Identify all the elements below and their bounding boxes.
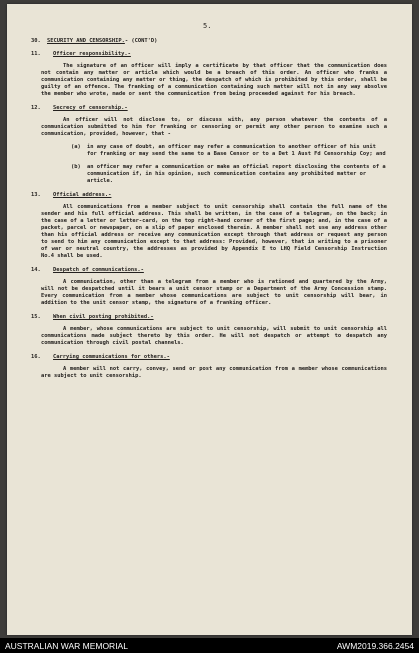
list-item-text: an officer may refer a communication or make an official report disclosing the contents of a communication if, in his opinion, such communication contains any prohibited matter or article. xyxy=(87,164,386,184)
section xyxy=(31,267,387,307)
section-heading xyxy=(31,354,387,361)
section-heading xyxy=(31,192,387,199)
list-item xyxy=(71,144,387,158)
section-number: 13. xyxy=(31,192,41,198)
section-paragraph: A member, whose communications are subject to unit censorship, will submit to unit censorship all communications made subject thereto by this order. He will not despatch or attempt to despatch any communication through civil postal channels. xyxy=(41,326,387,346)
section-number: 16. xyxy=(31,354,41,360)
section-title: Officer responsibility.- xyxy=(53,51,131,57)
section-number: 11. xyxy=(31,51,41,57)
page-number: 5. xyxy=(203,22,212,30)
section-heading xyxy=(31,105,387,112)
section xyxy=(31,314,387,347)
sub-item-list xyxy=(71,144,387,185)
section xyxy=(31,105,387,185)
list-item xyxy=(71,164,387,185)
section-paragraph: A communication, other than a telegram from a member who is rationed and quartered by the Army, will not be despatched until it bears a unit censor stamp or a Department of the Army Concession stamp. Every communication from a member whose communications are subject to unit censorship will bear, in addition to the unit censor stamp, the signature of a franking officer. xyxy=(41,279,387,306)
heading-suffix: - (CONT'D) xyxy=(124,38,158,44)
section-heading xyxy=(31,51,387,58)
document-page xyxy=(7,4,412,635)
footer-reference: AWM2019.366.2454 xyxy=(336,641,414,651)
section-title: Official address.- xyxy=(53,192,112,198)
list-item-label: (b) xyxy=(71,164,81,170)
section-number: 15. xyxy=(31,314,41,320)
section xyxy=(31,192,387,260)
section-heading xyxy=(31,314,387,321)
list-item-label: (a) xyxy=(71,144,81,150)
section-title: Secrecy of censorship.- xyxy=(53,105,128,111)
heading-title: SECURITY AND CENSORSHIP. xyxy=(47,38,125,44)
sections-list xyxy=(31,51,387,380)
section-title: Carrying communications for others.- xyxy=(53,354,170,360)
section-paragraph: The signature of an officer will imply a certificate by that officer that the communication does not contain any matter or article which would be a breach of this order. An officer who franks a communication containing any matter or thing, the despatch of which is prohibited by this order, shall be guilty of an offence. The franking of a communication containing such matter will not in any way absolve the member who wrote, made or sent the communication from being proceeded against for his breach. xyxy=(41,63,387,97)
list-item-text: in any case of doubt, an officer may refer a communication to another officer of his unit for franking or may send the same to a Base Censor or to a Det 1 Aust Fd Censorship Coy; and xyxy=(87,144,386,157)
section-title: When civil posting prohibited.- xyxy=(53,314,154,320)
main-heading xyxy=(31,38,387,45)
footer-bar xyxy=(0,638,419,653)
section-title: Despatch of communications.- xyxy=(53,267,144,273)
heading-number: 30. xyxy=(31,38,41,44)
section-heading xyxy=(31,267,387,274)
footer-institution: AUSTRALIAN WAR MEMORIAL xyxy=(5,641,128,651)
document-body xyxy=(31,38,387,387)
section-paragraph: All communications from a member subject to unit censorship shall contain the full name of the sender and his full official address. This shall be written, in the case of a telegram, on the back; in the case of a letter or letter-card, on the top right-hand corner of the first page; and, in the case of a packet, parcel or newspaper, on a slip of paper enclosed therein. A member shall not use any address other than his official address or receive any communication except through that address or request any person to send to him any communication except to that address: Provided, however, that in writing to a prisoner of war or neutral country, the addresses as provided by Appendix E to LHQ Field Censorship Instruction No.4 shall be used. xyxy=(41,204,387,259)
section xyxy=(31,51,387,98)
section-number: 14. xyxy=(31,267,41,273)
section xyxy=(31,354,387,380)
section-number: 12. xyxy=(31,105,41,111)
section-paragraph: An officer will not disclose to, or discuss with, any person whatever the contents of a communication submitted to him for franking or censoring or permit any other person to examine such a communication, provided, however, that - xyxy=(41,117,387,137)
section-paragraph: A member will not carry, convey, send or post any communication from a member whose communications are subject to unit censorship. xyxy=(41,366,387,379)
